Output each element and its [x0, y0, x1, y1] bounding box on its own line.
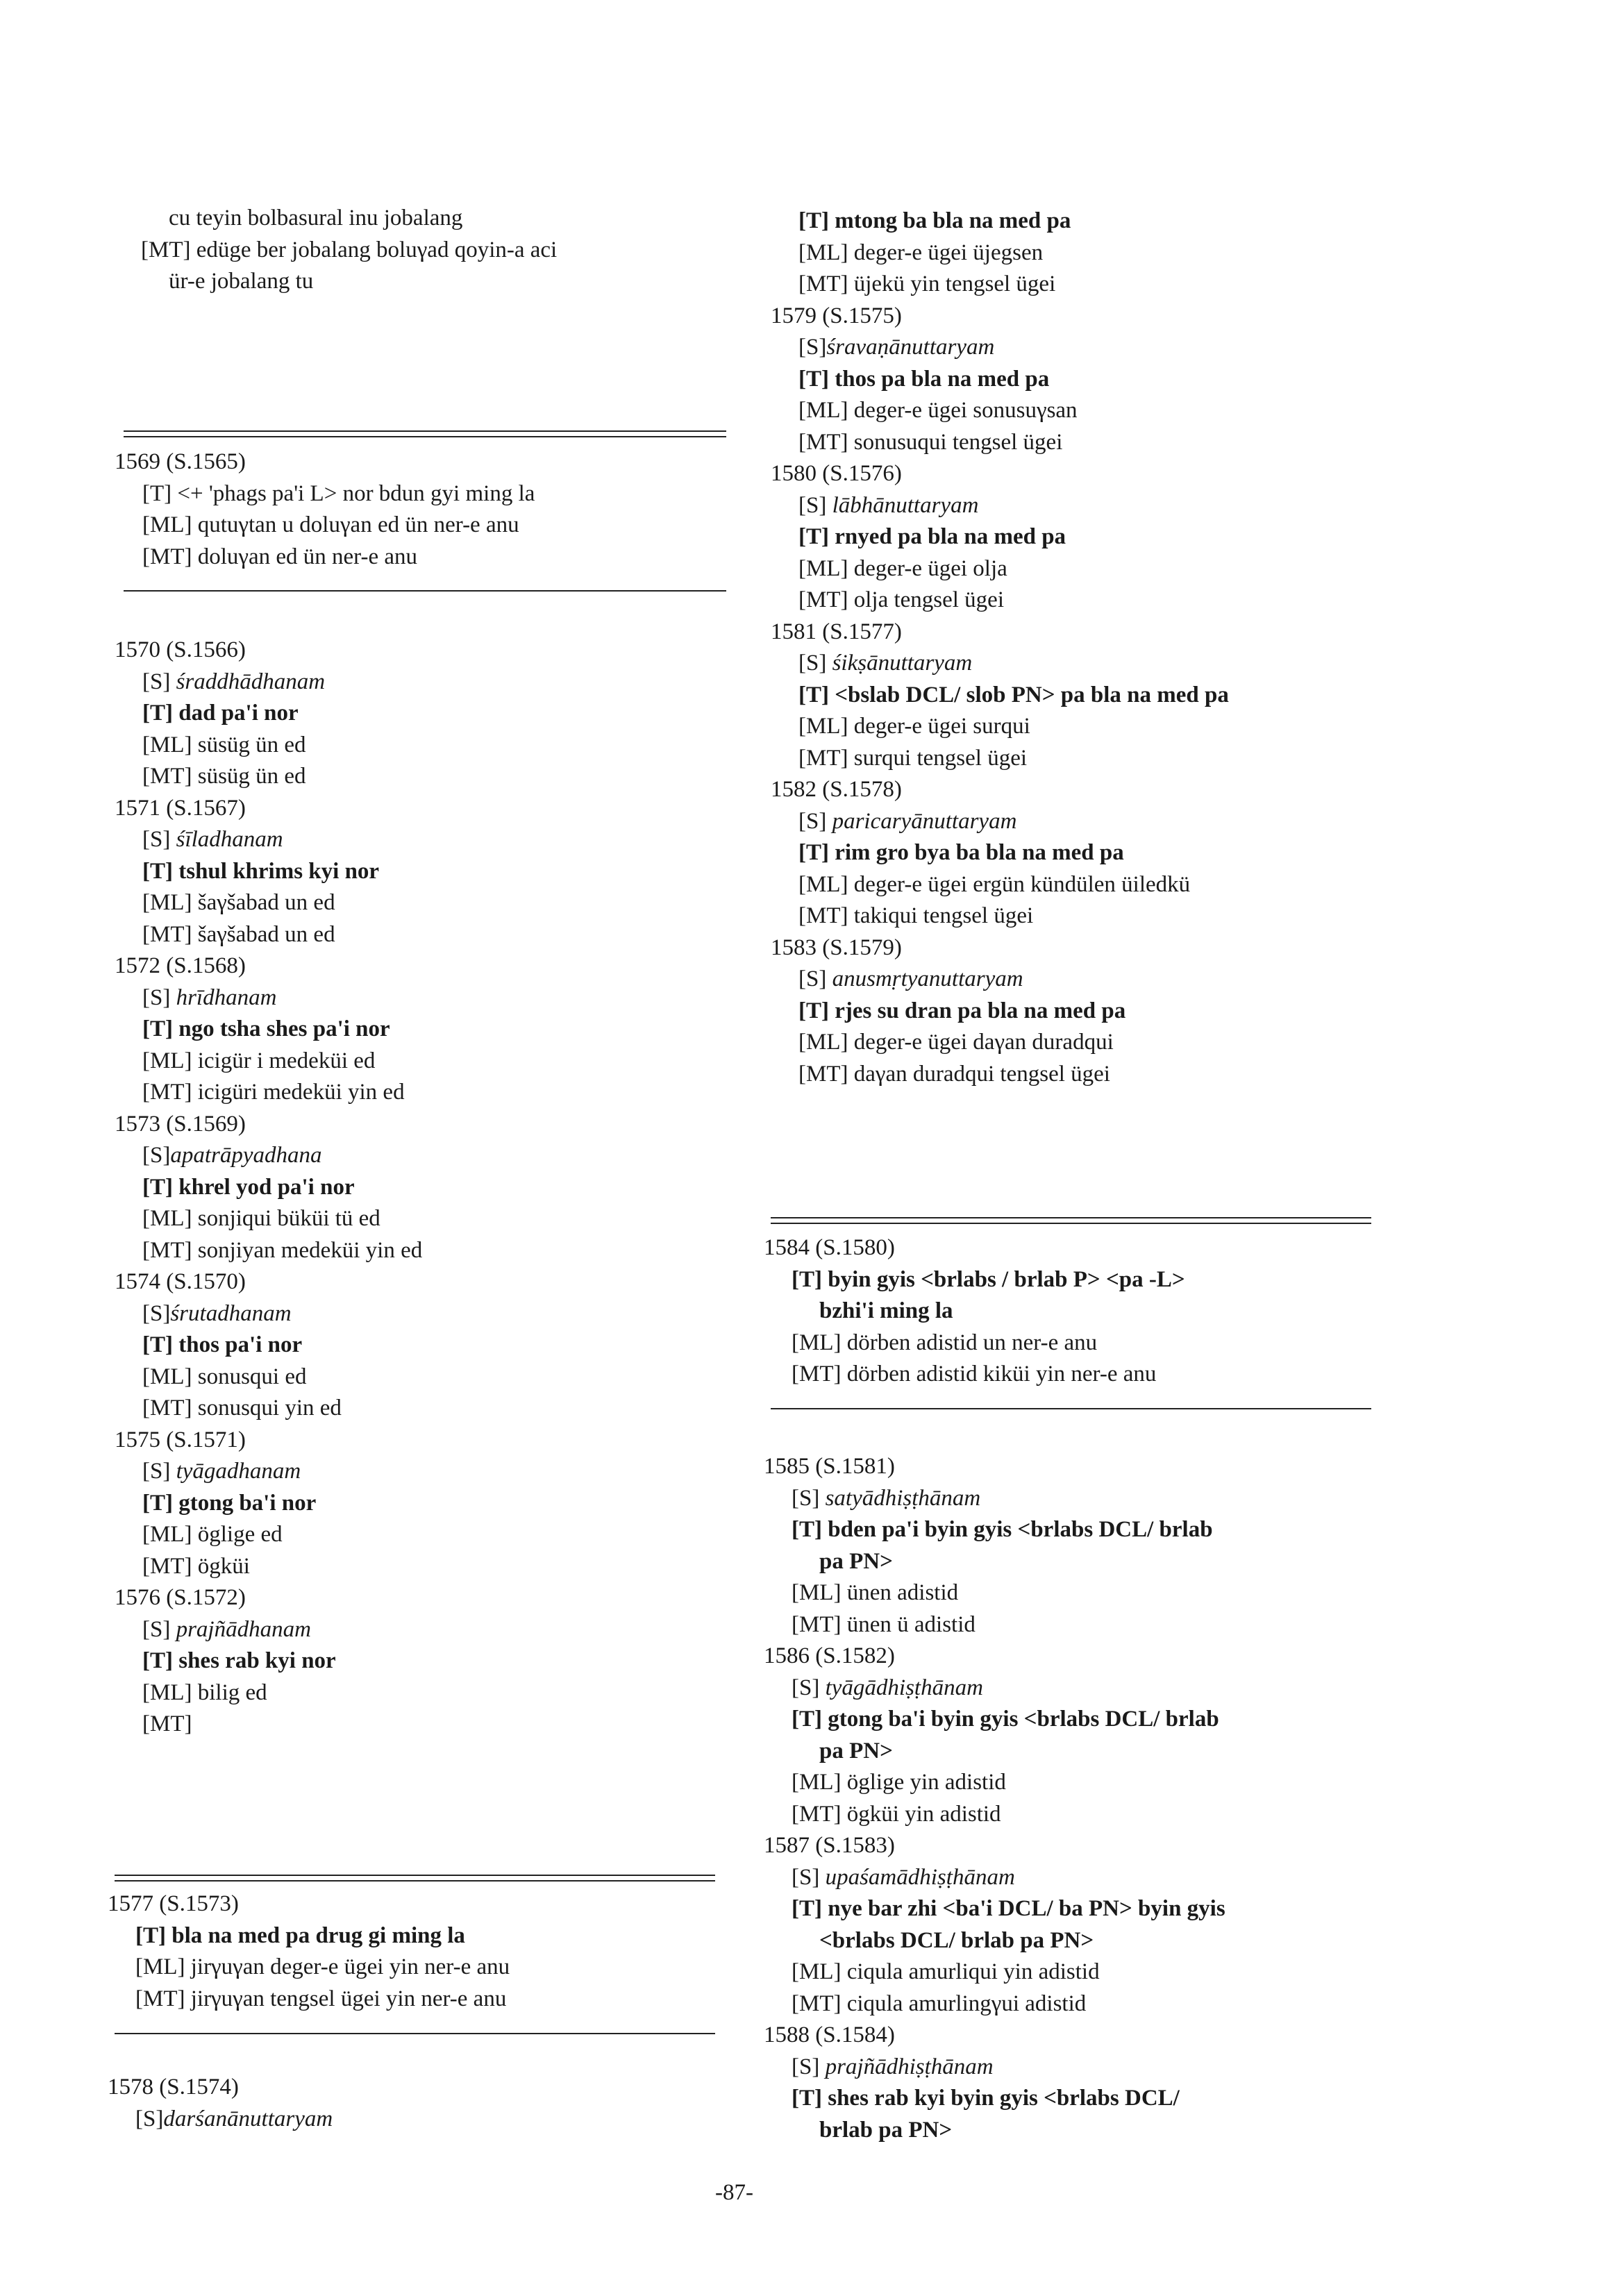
- entry-ml: [ML] sonusqui ed: [142, 1364, 307, 1389]
- entry-s: [S] anusmṛtyanuttaryam: [798, 966, 1023, 991]
- sanskrit-term: tyāgadhanam: [176, 1459, 301, 1484]
- sanskrit-term: anusmṛtyanuttaryam: [832, 966, 1023, 991]
- entry-id: 1586 (S.1582): [764, 1643, 895, 1668]
- entry-t: [T] dad pa'i nor: [142, 701, 299, 726]
- entry-id: 1570 (S.1566): [115, 637, 246, 662]
- entry-mt: [MT] doluγan ed ün ner-e anu: [142, 544, 418, 569]
- entry-ml: [ML] deger-e ügei sonusuγsan: [798, 398, 1078, 423]
- entry-id: 1584 (S.1580): [764, 1235, 895, 1260]
- entry-id: 1581 (S.1577): [771, 619, 902, 644]
- left-top-block: [141, 203, 557, 298]
- entry-ml: [ML] dörben adistid un ner-e anu: [792, 1330, 1098, 1355]
- sanskrit-term: śrutadhanam: [170, 1300, 292, 1326]
- entry-id: 1572 (S.1568): [115, 953, 246, 978]
- entry-t: [T] khrel yod pa'i nor: [142, 1174, 355, 1200]
- divider-double-top: [771, 1217, 1371, 1218]
- entry-1577: [108, 1888, 510, 2015]
- entry-mt: [MT] sonjiyan medeküi yin ed: [142, 1237, 423, 1263]
- sanskrit-term: tyāgādhiṣṭhānam: [825, 1675, 983, 1700]
- entry-t: [T] gtong ba'i byin gyis <brlabs DCL/ brlab: [792, 1707, 1219, 1732]
- entry-t: [T] nye bar zhi <ba'i DCL/ ba PN> byin gyis: [792, 1896, 1225, 1921]
- entry-id: 1579 (S.1575): [771, 303, 902, 328]
- entry-mt: [MT] ünen ü adistid: [792, 1611, 976, 1637]
- text-line: [MT] edüge ber jobalang boluγad qoyin-a aci: [141, 237, 558, 262]
- entry-id: 1574 (S.1570): [115, 1269, 246, 1294]
- entry-t-cont: pa PN>: [819, 1548, 893, 1574]
- entry-s: [S] prajñādhanam: [142, 1616, 311, 1642]
- entry-1584: [764, 1232, 1185, 1391]
- entry-id: 1577 (S.1573): [108, 1891, 239, 1916]
- entry-s: [S] hrīdhanam: [142, 984, 277, 1010]
- sanskrit-term: darśanānuttaryam: [163, 2106, 333, 2131]
- entry-s: [S] tyāgādhiṣṭhānam: [792, 1675, 983, 1700]
- entry-id: 1583 (S.1579): [771, 935, 902, 960]
- sanskrit-term: prajñādhanam: [176, 1616, 311, 1642]
- sanskrit-term: apatrāpyadhana: [170, 1143, 322, 1168]
- sanskrit-term: śīladhanam: [176, 827, 283, 852]
- entry-t: [T] rjes su dran pa bla na med pa: [798, 998, 1126, 1023]
- entry-t: [T] bla na med pa drug gi ming la: [135, 1922, 465, 1948]
- sanskrit-term: śikṣānuttaryam: [832, 651, 973, 676]
- entry-mt: [MT] üjekü yin tengsel ügei: [798, 271, 1056, 296]
- entry-ml: [ML] qutuγtan u doluγan ed ün ner-e anu: [142, 512, 519, 537]
- entry-s: [S]śravaṇānuttaryam: [798, 335, 995, 360]
- entry-id: 1576 (S.1572): [115, 1585, 246, 1610]
- entry-ml: [ML] bilig ed: [142, 1679, 267, 1705]
- entry-t: [T] gtong ba'i nor: [142, 1490, 317, 1516]
- entry-t: [T] shes rab kyi byin gyis <brlabs DCL/: [792, 2086, 1180, 2111]
- entry-t: [T] mtong ba bla na med pa: [798, 208, 1071, 233]
- entry-id: 1569 (S.1565): [115, 449, 246, 474]
- entry-s: [S] śraddhādhanam: [142, 669, 326, 694]
- entry-ml: [ML] öglige yin adistid: [792, 1770, 1006, 1795]
- entry-t-cont: brlab pa PN>: [819, 2117, 953, 2143]
- entry-ml: [ML] ciqula amurliqui yin adistid: [792, 1959, 1100, 1984]
- entry-s: [S] śīladhanam: [142, 827, 283, 852]
- entry-mt: [MT] daγan duradqui tengsel ügei: [798, 1061, 1110, 1087]
- divider-double-top: [124, 430, 726, 432]
- entry-id: 1580 (S.1576): [771, 461, 902, 486]
- entry-mt: [MT] takiqui tengsel ügei: [798, 903, 1034, 928]
- entry-ml: [ML] deger-e ügei üjegsen: [798, 240, 1044, 265]
- sanskrit-term: paricaryānuttaryam: [832, 808, 1017, 834]
- entry-mt: [MT] surqui tengsel ügei: [798, 745, 1028, 771]
- entry-mt: [MT]: [142, 1711, 192, 1736]
- entry-s: [S] paricaryānuttaryam: [798, 808, 1017, 834]
- text-line: cu teyin bolbasural inu jobalang: [169, 206, 463, 231]
- entry-1569: [115, 446, 535, 573]
- entry-ml: [ML] icigür i medeküi ed: [142, 1048, 376, 1073]
- entry-mt: [MT] šaγšabad un ed: [142, 921, 335, 947]
- entry-ml: [ML] šaγšabad un ed: [142, 890, 335, 915]
- entry-id: 1585 (S.1581): [764, 1454, 895, 1479]
- entry-s: [S]darśanānuttaryam: [135, 2106, 333, 2131]
- entry-mt: [MT] ögküi yin adistid: [792, 1801, 1001, 1827]
- sanskrit-term: prajñādhiṣṭhānam: [825, 2054, 994, 2079]
- entry-t: [T] rnyed pa bla na med pa: [798, 524, 1066, 549]
- divider-double-bottom: [771, 1223, 1371, 1224]
- entry-id: 1588 (S.1584): [764, 2022, 895, 2047]
- entry-s: [S] śikṣānuttaryam: [798, 651, 973, 676]
- entry-t: [T] <+ 'phags pa'i L> nor bdun gyi ming la: [142, 480, 535, 506]
- entry-mt: [MT] dörben adistid kiküi yin ner-e anu: [792, 1361, 1157, 1386]
- entry-t: [T] <bslab DCL/ slob PN> pa bla na med pa: [798, 682, 1229, 707]
- entry-s: [S] lābhānuttaryam: [798, 492, 979, 518]
- entry-t: [T] bden pa'i byin gyis <brlabs DCL/ brlab: [792, 1517, 1213, 1542]
- sanskrit-term: śravaṇānuttaryam: [826, 335, 995, 360]
- sanskrit-term: upaśamādhiṣṭhānam: [825, 1864, 1015, 1890]
- sanskrit-term: lābhānuttaryam: [832, 492, 979, 518]
- entry-ml: [ML] jirγuγan deger-e ügei yin ner-e anu: [135, 1954, 510, 1979]
- entry-ml: [ML] deger-e ügei daγan duradqui: [798, 1030, 1114, 1055]
- entry-s: [S] upaśamādhiṣṭhānam: [792, 1864, 1015, 1890]
- entry-ml: [ML] ünen adistid: [792, 1580, 959, 1605]
- entry-ml: [ML] sonjiqui büküi tü ed: [142, 1206, 380, 1231]
- entry-t: [T] thos pa bla na med pa: [798, 366, 1050, 392]
- entry-ml: [ML] deger-e ügei ergün kündülen üiledkü: [798, 871, 1191, 897]
- entry-t: [T] byin gyis <brlabs / brlab P> <pa -L>: [792, 1266, 1185, 1292]
- entry-s: [S]apatrāpyadhana: [142, 1143, 322, 1168]
- entry-id: 1573 (S.1569): [115, 1111, 246, 1137]
- entry-s: [S]śrutadhanam: [142, 1300, 292, 1326]
- page-number: -87-: [715, 2180, 753, 2205]
- entry-mt: [MT] jirγuγan tengsel ügei yin ner-e anu: [135, 1986, 507, 2011]
- entry-mt: [MT] süsüg ün ed: [142, 764, 306, 789]
- entries-1578-1583: [771, 206, 1229, 1090]
- entry-s: [S] prajñādhiṣṭhānam: [792, 2054, 994, 2079]
- entry-ml: [ML] deger-e ügei surqui: [798, 714, 1030, 739]
- entry-t: [T] thos pa'i nor: [142, 1332, 303, 1357]
- divider: [771, 1408, 1371, 1409]
- entry-id: 1575 (S.1571): [115, 1427, 246, 1452]
- divider: [124, 590, 726, 592]
- entry-mt: [MT] ciqula amurlingγui adistid: [792, 1991, 1087, 2016]
- sanskrit-term: satyādhiṣṭhānam: [825, 1485, 981, 1511]
- entry-t-cont: bzhi'i ming la: [819, 1298, 953, 1323]
- entry-t: [T] shes rab kyi nor: [142, 1648, 336, 1673]
- entry-s: [S] satyādhiṣṭhānam: [792, 1485, 981, 1511]
- entry-id: 1587 (S.1583): [764, 1833, 895, 1858]
- entry-1578: [108, 2072, 333, 2135]
- entry-t: [T] tshul khrims kyi nor: [142, 858, 380, 884]
- divider-double-top: [115, 1875, 715, 1876]
- sanskrit-term: hrīdhanam: [176, 984, 277, 1010]
- entry-id: 1578 (S.1574): [108, 2075, 239, 2100]
- entry-t-cont: pa PN>: [819, 1738, 893, 1763]
- entry-t-cont: <brlabs DCL/ brlab pa PN>: [819, 1927, 1094, 1953]
- divider: [115, 2033, 715, 2034]
- entries-1585-1588: [764, 1451, 1225, 2146]
- entry-mt: [MT] icigüri medeküi yin ed: [142, 1080, 405, 1105]
- entry-ml: [ML] öglige ed: [142, 1522, 283, 1547]
- entry-mt: [MT] olja tengsel ügei: [798, 587, 1005, 612]
- entry-ml: [ML] deger-e ügei olja: [798, 555, 1007, 581]
- entry-mt: [MT] ögküi: [142, 1553, 250, 1579]
- entry-id: 1571 (S.1567): [115, 795, 246, 821]
- text-line: ür-e jobalang tu: [169, 269, 314, 294]
- entry-ml: [ML] süsüg ün ed: [142, 732, 306, 757]
- sanskrit-term: śraddhādhanam: [176, 669, 326, 694]
- entries-1570-1576: [115, 635, 422, 1741]
- divider-double-bottom: [124, 436, 726, 437]
- divider-double-bottom: [115, 1880, 715, 1882]
- entry-s: [S] tyāgadhanam: [142, 1459, 301, 1484]
- entry-id: 1582 (S.1578): [771, 777, 902, 802]
- entry-mt: [MT] sonusuqui tengsel ügei: [798, 429, 1063, 455]
- entry-mt: [MT] sonusqui yin ed: [142, 1396, 342, 1421]
- entry-t: [T] ngo tsha shes pa'i nor: [142, 1016, 390, 1041]
- entry-t: [T] rim gro bya ba bla na med pa: [798, 840, 1124, 865]
